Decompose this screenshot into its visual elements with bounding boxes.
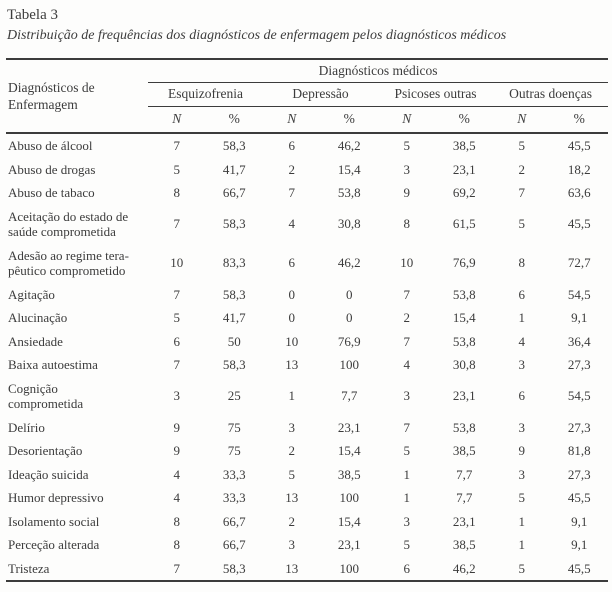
cell-value: 7 xyxy=(403,286,410,302)
cell-value: 27,3 xyxy=(567,419,591,435)
cell-value: 15,4 xyxy=(337,443,361,458)
cell-value: 9,1 xyxy=(571,537,588,552)
table-number: Tabela 3 xyxy=(7,7,59,23)
measure-header-n: N xyxy=(148,107,206,134)
cell-value: 61,5 xyxy=(452,216,476,232)
measure-header-pct: % xyxy=(321,107,379,134)
cell-value: 75 xyxy=(227,419,241,435)
cell-value: 53,8 xyxy=(452,333,476,349)
cell-value: 5 xyxy=(173,161,180,177)
row-header-line2: Enfermagem xyxy=(8,97,78,112)
cell-value: 27,3 xyxy=(567,357,591,372)
cell-value: 100 xyxy=(339,560,359,576)
cell-value: 3 xyxy=(403,513,410,529)
cell-value: 41,7 xyxy=(222,161,246,177)
measure-header-n: N xyxy=(263,107,321,134)
row-label: Desorientação xyxy=(8,443,83,458)
cell-value: 1 xyxy=(518,310,525,325)
table-row xyxy=(6,416,608,440)
cell-value: 38,5 xyxy=(452,138,476,153)
cell-value: 36,4 xyxy=(567,333,591,349)
cell-value: 5 xyxy=(403,443,410,458)
cell-value: 7 xyxy=(173,560,180,576)
row-label: Humor depressivo xyxy=(8,490,104,505)
cell-value: 6 xyxy=(288,138,295,153)
table-body xyxy=(6,133,608,581)
row-label: Ansiedade xyxy=(8,333,63,349)
cell-value: 10 xyxy=(170,255,184,271)
cell-value: 30,8 xyxy=(337,216,361,232)
row-label: Baixa autoestima xyxy=(8,357,98,372)
cell-value: 58,3 xyxy=(222,138,246,153)
cell-value: 3 xyxy=(173,388,180,404)
row-label: Abuso de drogas xyxy=(8,161,96,177)
row-label: Agitação xyxy=(8,286,55,302)
table-row xyxy=(6,330,608,354)
cell-value: 58,3 xyxy=(222,216,246,232)
cell-value: 3 xyxy=(288,419,295,435)
cell-value: 15,4 xyxy=(337,161,361,177)
cell-value: 23,1 xyxy=(337,419,361,435)
cell-value: 3 xyxy=(288,537,295,552)
row-label: Tristeza xyxy=(8,560,50,576)
cell-value: 58,3 xyxy=(222,286,246,302)
cell-value: 5 xyxy=(518,138,525,153)
cell-value: 6 xyxy=(288,255,295,271)
row-label: Abuso de álcool xyxy=(8,138,93,153)
cell-value: 10 xyxy=(400,255,414,271)
header-row-span xyxy=(6,59,608,83)
cell-value: 100 xyxy=(339,490,359,505)
cell-value: 46,2 xyxy=(337,138,361,153)
cell-value: 3 xyxy=(518,357,525,372)
table-row xyxy=(6,439,608,463)
cell-value: 0 xyxy=(288,286,295,302)
cell-value: 9 xyxy=(403,185,410,200)
span-header-diagnosticos-medicos: Diagnósticos médicos xyxy=(148,59,608,83)
cell-value: 18,2 xyxy=(567,161,591,177)
cell-value: 8 xyxy=(173,513,180,529)
row-label: Isolamento social xyxy=(8,513,100,529)
table-caption xyxy=(6,6,608,46)
cell-value: 7 xyxy=(173,138,180,153)
cell-value: 45,5 xyxy=(567,138,591,153)
cell-value: 7,7 xyxy=(456,466,473,482)
cell-value: 25 xyxy=(227,388,241,404)
cell-value: 23,1 xyxy=(337,537,361,552)
cell-value: 8 xyxy=(518,255,525,271)
cell-value: 54,5 xyxy=(567,388,591,404)
cell-value: 13 xyxy=(285,560,299,576)
cell-value: 45,5 xyxy=(567,216,591,232)
cell-value: 30,8 xyxy=(452,357,476,372)
cell-value: 23,1 xyxy=(452,513,476,529)
cell-value: 53,8 xyxy=(337,185,361,200)
cell-value: 5 xyxy=(518,560,525,576)
cell-value: 7 xyxy=(403,419,410,435)
cell-value: 41,7 xyxy=(222,310,246,325)
cell-value: 53,8 xyxy=(452,419,476,435)
cell-value: 0 xyxy=(346,286,353,302)
measure-header-n: N xyxy=(493,107,551,134)
cell-value: 7 xyxy=(518,185,525,200)
cell-value: 6 xyxy=(403,560,410,576)
cell-value: 63,6 xyxy=(567,185,591,200)
cell-value: 4 xyxy=(403,357,410,372)
cell-value: 10 xyxy=(285,333,299,349)
cell-value: 7 xyxy=(288,185,295,200)
group-header-depressao: Depressão xyxy=(263,83,378,107)
cell-value: 1 xyxy=(518,513,525,529)
table-row xyxy=(6,353,608,377)
cell-value: 66,7 xyxy=(222,513,246,529)
cell-value: 8 xyxy=(173,185,180,200)
cell-value: 4 xyxy=(173,466,180,482)
table-row xyxy=(6,283,608,307)
cell-value: 46,2 xyxy=(337,255,361,271)
cell-value: 6 xyxy=(518,286,525,302)
row-label: Cognição comprometida xyxy=(8,380,84,411)
cell-value: 27,3 xyxy=(567,466,591,482)
cell-value: 15,4 xyxy=(452,310,476,325)
cell-value: 72,7 xyxy=(567,255,591,271)
cell-value: 2 xyxy=(518,161,525,177)
cell-value: 6 xyxy=(518,388,525,404)
cell-value: 1 xyxy=(288,388,295,404)
cell-value: 5 xyxy=(518,216,525,232)
row-header-diagnosticos-enfermagem xyxy=(6,59,148,133)
cell-value: 23,1 xyxy=(452,161,476,177)
row-label: Abuso de tabaco xyxy=(8,185,95,200)
cell-value: 58,3 xyxy=(222,357,246,372)
cell-value: 83,3 xyxy=(222,255,246,271)
cell-value: 8 xyxy=(403,216,410,232)
table-row xyxy=(6,463,608,487)
table-row xyxy=(6,377,608,416)
row-label: Delírio xyxy=(8,419,45,435)
cell-value: 6 xyxy=(173,333,180,349)
cell-value: 5 xyxy=(288,466,295,482)
cell-value: 100 xyxy=(339,357,359,372)
cell-value: 9 xyxy=(518,443,525,458)
cell-value: 9,1 xyxy=(571,513,588,529)
cell-value: 0 xyxy=(288,310,295,325)
cell-value: 75 xyxy=(227,443,241,458)
cell-value: 33,3 xyxy=(222,490,246,505)
cell-value: 54,5 xyxy=(567,286,591,302)
row-label: Alucinação xyxy=(8,310,68,325)
cell-value: 33,3 xyxy=(222,466,246,482)
row-label: Perceção alterada xyxy=(8,537,100,552)
measure-header-pct: % xyxy=(551,107,609,134)
cell-value: 7,7 xyxy=(456,490,473,505)
cell-value: 69,2 xyxy=(452,185,476,200)
group-header-psicoses-outras: Psicoses outras xyxy=(378,83,493,107)
table-row xyxy=(6,158,608,182)
cell-value: 7 xyxy=(173,216,180,232)
cell-value: 3 xyxy=(518,466,525,482)
cell-value: 7 xyxy=(173,357,180,372)
cell-value: 7,7 xyxy=(341,388,358,404)
group-header-outras-doencas: Outras doenças xyxy=(493,83,608,107)
cell-value: 2 xyxy=(288,443,295,458)
cell-value: 4 xyxy=(173,490,180,505)
table-row xyxy=(6,244,608,283)
table-row xyxy=(6,486,608,510)
measure-header-pct: % xyxy=(436,107,494,134)
cell-value: 9 xyxy=(173,443,180,458)
cell-value: 2 xyxy=(403,310,410,325)
cell-value: 76,9 xyxy=(337,333,361,349)
cell-value: 5 xyxy=(403,537,410,552)
cell-value: 2 xyxy=(288,513,295,529)
cell-value: 13 xyxy=(285,357,299,372)
cell-value: 38,5 xyxy=(452,443,476,458)
cell-value: 1 xyxy=(518,537,525,552)
cell-value: 2 xyxy=(288,161,295,177)
cell-value: 7 xyxy=(403,333,410,349)
table-title: Distribuição de frequências dos diagnósticos de enfermagem pelos diagnósticos médicos xyxy=(7,28,507,43)
table-row xyxy=(6,557,608,582)
cell-value: 58,3 xyxy=(222,560,246,576)
cell-value: 15,4 xyxy=(337,513,361,529)
row-label: Ideação suicida xyxy=(8,466,89,482)
row-label: Aceitação do estado de saúde comprometida xyxy=(8,208,129,239)
cell-value: 38,5 xyxy=(337,466,361,482)
measure-header-pct: % xyxy=(206,107,264,134)
table-row xyxy=(6,205,608,244)
cell-value: 7 xyxy=(173,286,180,302)
cell-value: 3 xyxy=(403,388,410,404)
cell-value: 5 xyxy=(173,310,180,325)
table-row xyxy=(6,510,608,534)
cell-value: 0 xyxy=(346,310,353,325)
cell-value: 1 xyxy=(403,466,410,482)
table-row xyxy=(6,533,608,557)
cell-value: 66,7 xyxy=(222,185,246,200)
table-row xyxy=(6,181,608,205)
cell-value: 46,2 xyxy=(452,560,476,576)
cell-value: 45,5 xyxy=(567,490,591,505)
cell-value: 1 xyxy=(403,490,410,505)
cell-value: 50 xyxy=(227,333,241,349)
cell-value: 66,7 xyxy=(222,537,246,552)
measure-header-n: N xyxy=(378,107,436,134)
cell-value: 3 xyxy=(403,161,410,177)
table-row xyxy=(6,133,608,158)
cell-value: 38,5 xyxy=(452,537,476,552)
table-header xyxy=(6,59,608,133)
cell-value: 3 xyxy=(518,419,525,435)
cell-value: 8 xyxy=(173,537,180,552)
cell-value: 45,5 xyxy=(567,560,591,576)
cell-value: 5 xyxy=(403,138,410,153)
cell-value: 23,1 xyxy=(452,388,476,404)
row-label: Adesão ao regime tera- pêutico comprometido xyxy=(8,247,129,278)
cell-value: 5 xyxy=(518,490,525,505)
row-header-line1: Diagnósticos de xyxy=(8,80,95,95)
cell-value: 76,9 xyxy=(452,255,476,271)
frequency-table xyxy=(6,58,608,582)
cell-value: 4 xyxy=(288,216,295,232)
cell-value: 53,8 xyxy=(452,286,476,302)
table-row xyxy=(6,306,608,330)
cell-value: 13 xyxy=(285,490,299,505)
group-header-esquizofrenia: Esquizofrenia xyxy=(148,83,263,107)
cell-value: 4 xyxy=(518,333,525,349)
cell-value: 9,1 xyxy=(571,310,588,325)
cell-value: 81,8 xyxy=(567,443,591,458)
cell-value: 9 xyxy=(173,419,180,435)
